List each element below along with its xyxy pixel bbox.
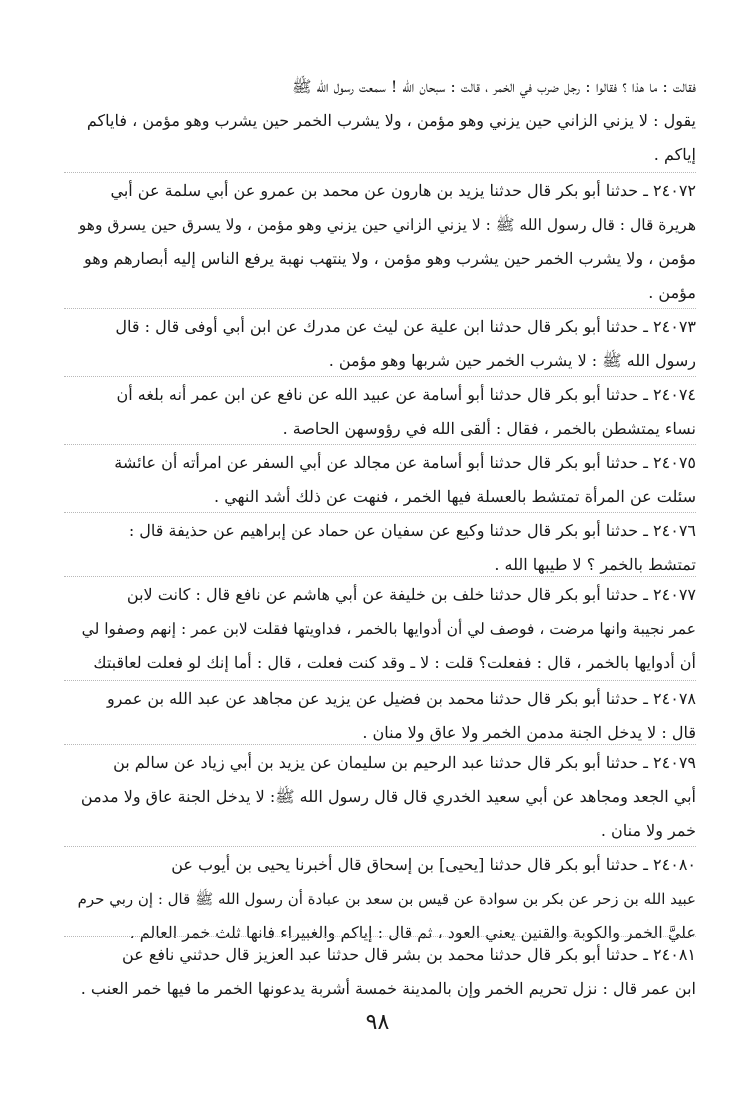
text-line: ٢٤٠٧٨ ـ حدثنا أبو بكر قال حدثنا محمد بن فضيل عن يزيد عن مجاهد عن عبد الله بن عمرو [106,689,696,708]
hadith-24079 [64,746,696,848]
divider [64,576,696,577]
hadith-24080 [64,848,696,950]
hadith-24081 [64,938,696,1006]
text-line: ٢٤٠٧٥ ـ حدثنا أبو بكر قال حدثنا أبو أسامة عن مجالد عن أبي السفر عن امرأته أن عائشة [114,453,696,472]
hadith-24072 [64,174,696,310]
hadith-24075 [64,446,696,514]
text-line: ابن عمر قال : نزل تحريم الخمر وإن بالمدينة خمسة أشربة يدعونها الخمر ما فيها خمر العنب . [80,979,696,998]
text-line: ٢٤٠٧٤ ـ حدثنا أبو بكر قال حدثنا أبو أسامة عن عبيد الله عن نافع عن ابن عمر أنه بلغه أن [116,385,696,404]
paragraph-0 [64,70,696,172]
text-line: ٢٤٠٨١ ـ حدثنا أبو بكر قال حدثنا محمد بن بشر قال حدثنا عبد العزيز قال حدثني نافع عن [122,945,696,964]
text-line: فقالت : ما هذا ؟ فقالوا : رجل ضرب في الخمر ، قالت : سبحان الله ! سمعت رسول الله ﷺ [292,77,696,96]
text-line: خمر ولا منان . [600,821,696,840]
hadith-24078 [64,682,696,750]
text-line: يقول : لا يزني الزاني حين يزني وهو مؤمن ، ولا يشرب الخمر حين يشرب وهو مؤمن ، فاياكم [86,111,696,130]
text-line: أبي الجعد ومجاهد عن أبي سعيد الخدري قال قال رسول الله ﷺ: لا يدخل الجنة عاق ولا مدمن [80,787,696,806]
divider [64,444,696,445]
text-line: أن أدوايها بالخمر ، قال : ففعلت؟ قلت : لا ـ وقد كنت فعلت ، قال : أما إنك لو فعلت لعاقبتك [93,653,696,672]
divider [64,680,696,681]
text-line: قال : لا يدخل الجنة مدمن الخمر ولا عاق ولا منان . [362,723,696,742]
text-line: ٢٤٠٧٩ ـ حدثنا أبو بكر قال حدثنا عبد الرحيم بن سليمان عن يزيد بن أبي زياد عن سالم بن [113,753,696,772]
page-number: ٩٨ [365,1010,390,1035]
text-line: ٢٤٠٨٠ ـ حدثنا أبو بكر قال حدثنا [يحيى] بن إسحاق قال أخبرنا يحيى بن أيوب عن [171,855,696,874]
hadith-24073 [64,310,696,378]
text-line: عمر نجيبة وانها مرضت ، فوصف لي أن أدوايها بالخمر ، فداويتها فقلت لابن عمر : إنهم وصفوا لي [81,620,696,638]
text-line: عبيد الله بن زحر عن بكر بن سوادة عن قيس بن سعد بن عبادة أن رسول الله ﷺ قال : إن ربي حرم [77,890,696,908]
text-line: ٢٤٠٧٧ ـ حدثنا أبو بكر قال حدثنا خلف بن خليفة عن أبي هاشم عن نافع قال : كانت لابن [126,585,696,604]
divider [64,744,696,745]
text-line: ٢٤٠٧٣ ـ حدثنا أبو بكر قال حدثنا ابن علية عن ليث عن مدرك عن ابن أبي أوفى قال : قال [115,317,696,336]
text-line: عليَّ الخمر والكوبة والقنين يعني العود ، ثم قال : إياكم والغبيراء فانها ثلث خمر العالم . [129,923,696,942]
divider [64,172,696,173]
text-line: مؤمن . [648,283,696,302]
divider [64,376,696,377]
divider [64,308,696,309]
divider [64,512,696,513]
text-line: إياكم . [653,145,696,164]
divider [64,846,696,847]
text-line: تمتشط بالخمر ؟ لا طيبها الله . [494,555,696,574]
hadith-24077 [64,578,696,680]
text-line: مؤمن ، ولا يشرب الخمر حين يشرب وهو مؤمن ، ولا ينتهب نهبة يرفع الناس إليه أبصارهم وهو [84,249,696,268]
text-line: نساء يمتشطن بالخمر ، فقال : ألقى الله في رؤوسهن الحاصة . [282,419,696,438]
divider [64,936,696,937]
hadith-24076 [64,514,696,582]
text-line: ٢٤٠٧٢ ـ حدثنا أبو بكر قال حدثنا يزيد بن هارون عن محمد بن عمرو عن أبي سلمة عن أبي [110,181,696,200]
text-line: رسول الله ﷺ : لا يشرب الخمر حين شربها وهو مؤمن . [328,351,696,370]
text-line: ٢٤٠٧٦ ـ حدثنا أبو بكر قال حدثنا وكيع عن سفيان عن حماد عن إبراهيم عن حذيفة قال : [128,521,696,540]
text-line: سئلت عن المرأة تمتشط بالعسلة فيها الخمر ، فنهت عن ذلك أشد النهي . [214,487,696,506]
text-line: هريرة قال : قال رسول الله ﷺ : لا يزني الزاني حين يزني وهو مؤمن ، ولا يسرق حين يسرق وهو [78,216,696,234]
hadith-24074 [64,378,696,446]
